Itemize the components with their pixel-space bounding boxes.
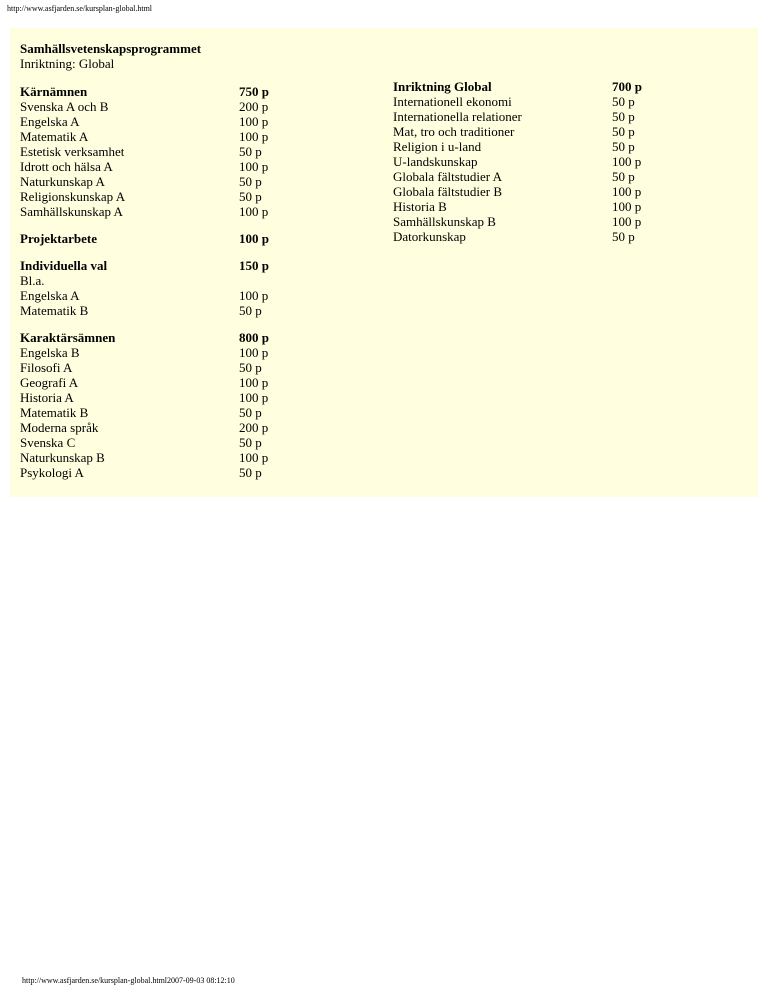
course-points: 100 p bbox=[239, 390, 269, 405]
section-points: 150 p bbox=[239, 258, 269, 273]
course-points: 200 p bbox=[239, 420, 269, 435]
course-name: Naturkunskap A bbox=[20, 174, 105, 189]
right-course-names bbox=[393, 79, 603, 244]
program-title: Samhällsvetenskapsprogrammet bbox=[20, 41, 202, 56]
course-name: Bl.a. bbox=[20, 273, 45, 288]
course-name: Matematik B bbox=[20, 303, 89, 318]
course-name: Internationella relationer bbox=[393, 109, 522, 124]
right-course-points bbox=[612, 79, 672, 244]
left-course-points bbox=[239, 84, 299, 480]
course-plan-panel bbox=[10, 28, 758, 497]
course-name: Naturkunskap B bbox=[20, 450, 105, 465]
header-url: http://www.asfjarden.se/kursplan-global.html bbox=[7, 4, 153, 13]
footer-url: http://www.asfjarden.se/kursplan-global.html2007-09-03 08:12:10 bbox=[22, 976, 235, 985]
course-points: 100 p bbox=[239, 129, 269, 144]
course-name: Globala fältstudier A bbox=[393, 169, 503, 184]
course-name: Engelska A bbox=[20, 288, 80, 303]
section-heading: Individuella val bbox=[20, 258, 108, 273]
course-points: 50 p bbox=[239, 360, 262, 375]
course-name: Matematik B bbox=[20, 405, 89, 420]
course-name: Matematik A bbox=[20, 129, 89, 144]
section-points: 750 p bbox=[239, 84, 269, 99]
course-name: Svenska A och B bbox=[20, 99, 109, 114]
course-name: Internationell ekonomi bbox=[393, 94, 512, 109]
course-points: 50 p bbox=[239, 189, 262, 204]
course-points: 50 p bbox=[612, 139, 635, 154]
course-name: Estetisk verksamhet bbox=[20, 144, 125, 159]
course-name: U-landskunskap bbox=[393, 154, 478, 169]
course-points: 50 p bbox=[612, 229, 635, 244]
course-name: Filosofi A bbox=[20, 360, 73, 375]
course-points bbox=[239, 273, 299, 288]
course-points: 50 p bbox=[239, 144, 262, 159]
course-name: Mat, tro och traditioner bbox=[393, 124, 515, 139]
course-name: Moderna språk bbox=[20, 420, 99, 435]
course-name: Engelska A bbox=[20, 114, 80, 129]
left-course-names bbox=[20, 84, 230, 480]
course-name: Samhällskunskap B bbox=[393, 214, 496, 229]
course-points: 100 p bbox=[612, 154, 642, 169]
course-points: 100 p bbox=[612, 214, 642, 229]
course-points: 100 p bbox=[239, 159, 269, 174]
course-points: 100 p bbox=[612, 199, 642, 214]
section-heading: Projektarbete bbox=[20, 231, 98, 246]
course-points: 50 p bbox=[239, 465, 262, 480]
section-points: 100 p bbox=[239, 231, 269, 246]
course-name: Engelska B bbox=[20, 345, 80, 360]
section-heading: Kärnämnen bbox=[20, 84, 88, 99]
course-name: Religionskunskap A bbox=[20, 189, 126, 204]
course-name: Svenska C bbox=[20, 435, 76, 450]
course-name: Geografi A bbox=[20, 375, 79, 390]
section-points: 800 p bbox=[239, 330, 269, 345]
course-points: 50 p bbox=[239, 303, 262, 318]
course-points: 100 p bbox=[239, 450, 269, 465]
course-points: 200 p bbox=[239, 99, 269, 114]
course-points: 100 p bbox=[239, 204, 269, 219]
course-name: Datorkunskap bbox=[393, 229, 466, 244]
course-points: 100 p bbox=[239, 345, 269, 360]
course-points: 50 p bbox=[612, 109, 635, 124]
course-points: 100 p bbox=[239, 375, 269, 390]
course-name: Idrott och hälsa A bbox=[20, 159, 113, 174]
course-name: Historia A bbox=[20, 390, 74, 405]
course-name: Psykologi A bbox=[20, 465, 84, 480]
course-points: 50 p bbox=[239, 435, 262, 450]
course-points: 50 p bbox=[612, 124, 635, 139]
program-subtitle: Inriktning: Global bbox=[20, 56, 115, 71]
course-name: Samhällskunskap A bbox=[20, 204, 123, 219]
course-points: 50 p bbox=[239, 405, 262, 420]
course-points: 50 p bbox=[612, 94, 635, 109]
section-heading: Inriktning Global bbox=[393, 79, 492, 94]
course-points: 50 p bbox=[612, 169, 635, 184]
section-points: 700 p bbox=[612, 79, 642, 94]
course-points: 100 p bbox=[239, 288, 269, 303]
course-name: Globala fältstudier B bbox=[393, 184, 503, 199]
course-points: 50 p bbox=[239, 174, 262, 189]
program-heading bbox=[20, 41, 201, 71]
course-points: 100 p bbox=[239, 114, 269, 129]
course-name: Religion i u-land bbox=[393, 139, 482, 154]
course-name: Historia B bbox=[393, 199, 447, 214]
course-points: 100 p bbox=[612, 184, 642, 199]
section-heading: Karaktärsämnen bbox=[20, 330, 116, 345]
